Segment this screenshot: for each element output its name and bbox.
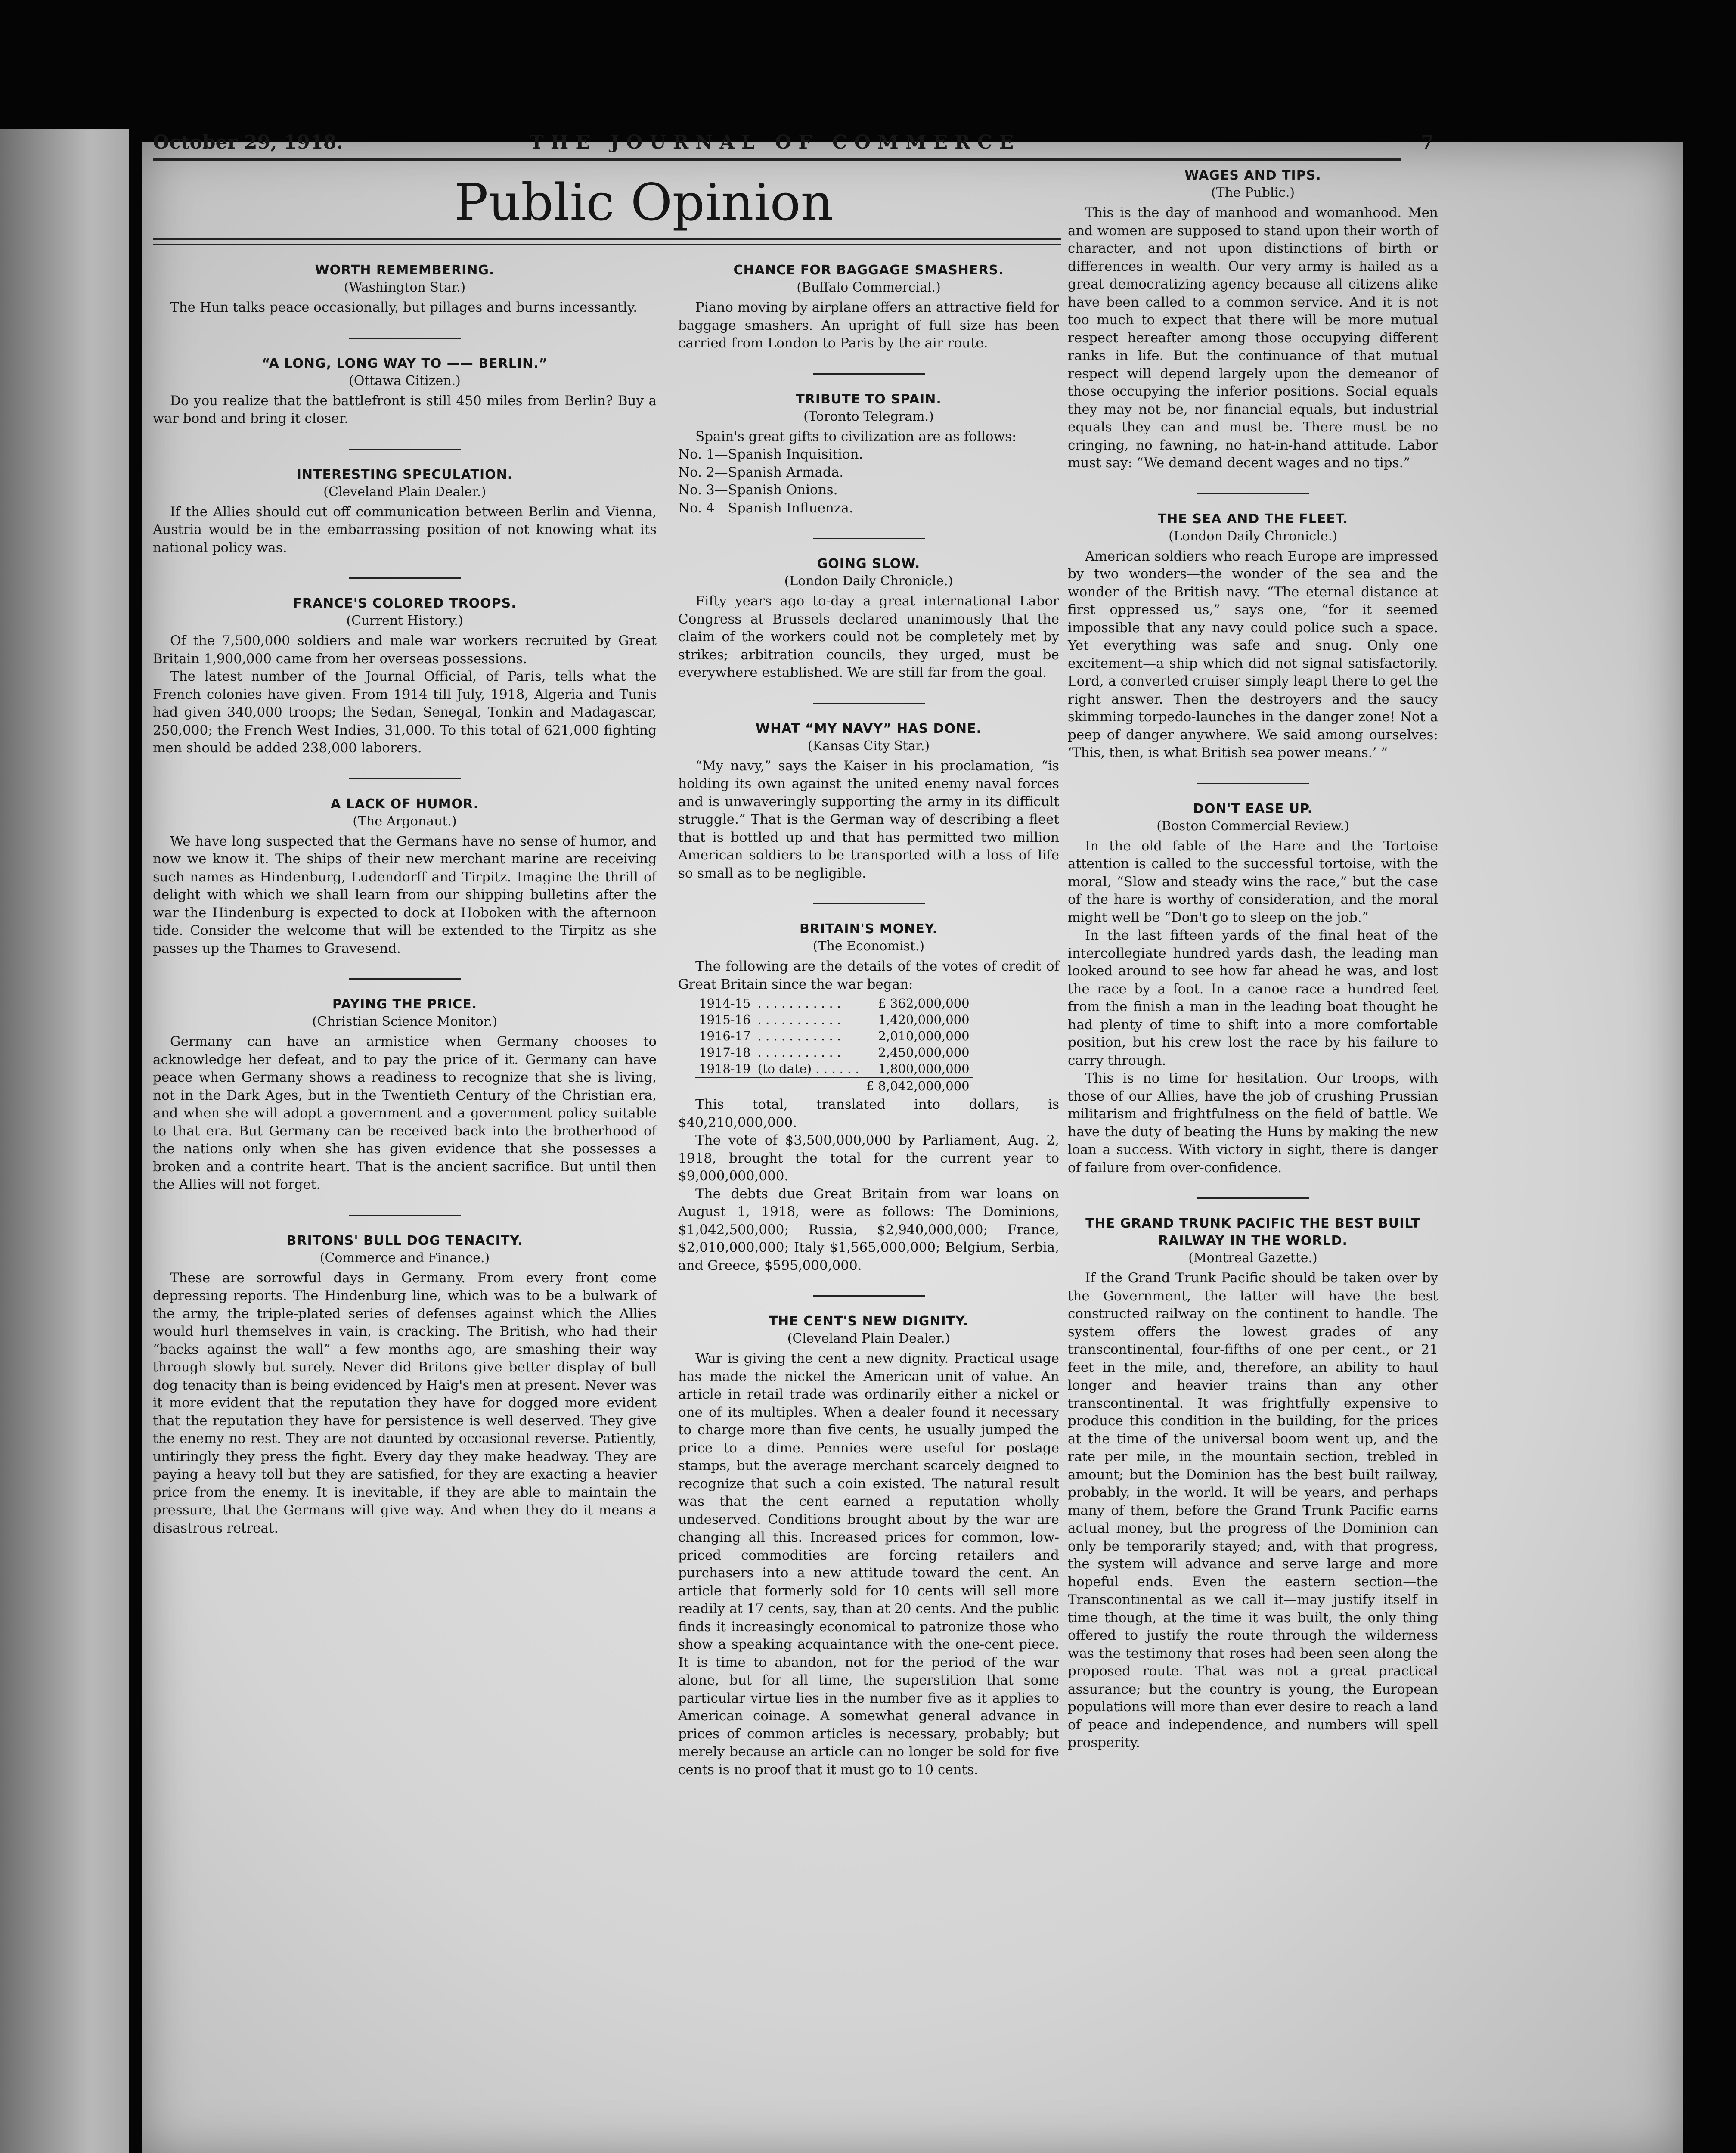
article-title: INTERESTING SPECULATION. xyxy=(296,467,513,482)
article-paragraph: If the Grand Trunk Pacific should be taken over by the Government, the latter will have the best constructed railway on the continent to handle. The system offers the lowest grades of any transcontinental, four-fifths of one per cent., or 21 feet in the mile, and, therefore, an ability to haul longer and heavier trains than any other transcontinental. It was frightfully expensive to produce this condition in the building, for the prices at the time of the universal boom went up, and the rate per mile, in the mountain section, trebled in amount; but the Dominion has the best built railway, probably, in the world. It will be years, and perhaps many of them, before the Grand Trunk Pacific earns actual money, but the progress of the Dominion can only be temporarily stayed; and, with that progress, the system will advance and serve large and more hopeful ends. Even the eastern section—the Transcontinental as we call it—may justify itself in time though, at the time it was built, the only thing offered to justify the route through the wilderness was the testimony that roses had been seen along the proposed route. That was not a great practical assurance; but the country is young, the European populations will more than ever desire to reach a land of peace and independence, and numbers will spell prosperity. xyxy=(1068,1270,1438,1750)
header-date: October 29, 1918. xyxy=(153,131,343,153)
article-paragraph: In the last fifteen yards of the final heat of the intercollegiate hundred yards dash, the leading man looked around to see how far ahead he was, and lost the race by a foot. In a canoe race a hundred feet from the finish a man in the leading boat thought he had plenty of time to shift into a more comfortable position, but his crew lost the race by his failure to carry through. xyxy=(1068,928,1438,1068)
total-amount: £ 8,042,000,000 xyxy=(863,1077,973,1094)
column-2 xyxy=(678,254,1059,1787)
article-title: BRITAIN'S MONEY. xyxy=(799,921,938,937)
article-paragraph: The debts due Great Britain from war loans on August 1, 1918, were as follows: The Dominions, $1,042,500,000; Russia, $2,940,000,000; France, $2,010,000,000; Italy $1,565,000,000; Belgium, Serbia, and Greece, $595,000,000. xyxy=(678,1186,1059,1273)
article-separator xyxy=(349,778,461,779)
article-paragraph: Germany can have an armistice when Germany chooses to acknowledge her defeat, and to pay the price of it. Germany can have peace when Germany shows a readiness to recognize that she is living, not in the Dark Ages, but in the Twentieth Century of the Christian era, and when she will adopt a government and a government policy suitable to that era. But Germany can be received back into the brotherhood of the nations only when she has given evidence that she possesses a broken and a contrite heart. That is the ancient sacrifice. But until then the Allies will not forget. xyxy=(153,1034,657,1192)
article-paragraph: The latest number of the Journal Official, of Paris, tells what the French colonies have given. From 1914 till July, 1918, Algeria and Tunis had given 340,000 troops; the Sedan, Senegal, Tonkin and Madagascar, 250,000; the French West Indies, 31,000. To this total of 621,000 fighting men should be added 238,000 laborers. xyxy=(153,669,657,756)
article-paragraph: The following are the details of the votes of credit of Great Britain since the war began: xyxy=(678,959,1059,992)
amount-cell: £ 362,000,000 xyxy=(878,996,970,1011)
list-item: No. 4—Spanish Influenza. xyxy=(678,500,853,516)
article xyxy=(1068,800,1438,1177)
article-source: (London Daily Chronicle.) xyxy=(1169,528,1337,544)
article-source: (The Public.) xyxy=(1211,185,1295,200)
amount-cell: 1,420,000,000 xyxy=(878,1012,970,1027)
table-row xyxy=(695,1011,973,1028)
article xyxy=(153,595,657,757)
article-paragraph: If the Allies should cut off communication between Berlin and Vienna, Austria would be in the embarrassing position of not knowing what its national policy was. xyxy=(153,504,657,555)
article-source: (Ottawa Citizen.) xyxy=(349,373,461,388)
article-paragraph: Spain's great gifts to civilization are as follows: xyxy=(695,428,1017,444)
title-rule-thick xyxy=(153,238,1061,240)
article-paragraph: These are sorrowful days in Germany. From every front come depressing reports. The Hindenburg line, which was to be a bulwark of the army, the triple-plated series of defenses against which the Allies would hurl themselves in vain, is cracking. The British, who had their “backs against the wall” a few months ago, are smashing their way through slowly but surely. Never did Britons give better display of bull dog tenacity than is being evidenced by Haig's men at present. Never was it more evident that the reputation they have for dogged more evident that the reputation they have for persistence is well deserved. They give the enemy no rest. They are not daunted by occasional reverse. Patiently, untiringly they press the fight. Every day they make headway. They are paying a heavy toll but they are satisfied, for they are exacting a heavier price from the enemy. It is inevitable, if they are able to maintain the pressure, that the Germans will give way. And when they do it means a disastrous retreat. xyxy=(153,1270,657,1536)
article xyxy=(153,1232,657,1538)
year-cell: 1916-17 xyxy=(699,1029,751,1043)
year-cell: 1915-16 xyxy=(699,1012,751,1027)
article xyxy=(153,466,657,557)
article-separator xyxy=(349,978,461,980)
leader-cell: . . . . . . . . . . . xyxy=(757,1045,841,1060)
article-title: “A LONG, LONG WAY TO —— BERLIN.” xyxy=(261,356,548,371)
leader-cell: (to date) . . . . . . xyxy=(757,1061,859,1076)
title-rule-thin xyxy=(153,244,1061,245)
article-paragraph: In the old fable of the Hare and the Tortoise attention is called to the successful tortoise, with the moral, “Slow and steady wins the race,” but the case of the hare is worthy of consideration, and the moral might well be “Don't go to sleep on the job.” xyxy=(1068,838,1438,925)
article-separator xyxy=(1197,783,1309,784)
article xyxy=(678,391,1059,518)
article-separator xyxy=(1197,1197,1309,1199)
total-row xyxy=(695,1077,973,1094)
article-separator xyxy=(813,903,925,904)
article-paragraph: This total, translated into dollars, is $40,210,000,000. xyxy=(678,1097,1059,1130)
article xyxy=(1068,511,1438,762)
table-row xyxy=(695,995,973,1011)
adjacent-page-edge xyxy=(0,129,129,2153)
article-title: THE GRAND TRUNK PACIFIC THE BEST BUILT RAILWAY IN THE WORLD. xyxy=(1085,1216,1420,1248)
article-source: (Christian Science Monitor.) xyxy=(312,1014,497,1029)
article xyxy=(1068,167,1438,472)
article-title: DON'T EASE UP. xyxy=(1193,801,1313,816)
amount-cell: 2,010,000,000 xyxy=(878,1029,970,1043)
list-item: No. 3—Spanish Onions. xyxy=(678,482,838,498)
article-title: WAGES AND TIPS. xyxy=(1184,168,1321,183)
article-source: (Kansas City Star.) xyxy=(807,738,930,754)
article-title: TRIBUTE TO SPAIN. xyxy=(796,391,942,407)
table-row xyxy=(695,1044,973,1061)
year-cell: 1914-15 xyxy=(699,996,751,1011)
leader-cell: . . . . . . . . . . . xyxy=(757,1029,841,1043)
article-paragraph: American soldiers who reach Europe are impressed by two wonders—the wonder of the sea and the wonder of the British navy. “The eternal distance at first oppressed us,” says one, “for it seemed impossible that any navy could police such a space. Yet everything was safe and snug. Only one excitement—a ship which did not signal satisfactorily. Lord, a converted cruiser simply leapt there to get the right answer. Then the destroyers and the saucy skimming torpedo-launches in the danger zone! Not a peep of danger anywhere. We said among ourselves: ‘This, then, is what British sea power means.’ ” xyxy=(1068,548,1438,760)
leader-cell xyxy=(754,1077,863,1094)
table-row xyxy=(695,1028,973,1044)
leader-cell: . . . . . . . . . . . xyxy=(757,996,841,1011)
article-title: WORTH REMEMBERING. xyxy=(315,263,495,278)
article-paragraph: The vote of $3,500,000,000 by Parliament, Aug. 2, 1918, brought the total for the current year to $9,000,000,000. xyxy=(678,1132,1059,1184)
year-cell: 1917-18 xyxy=(699,1045,751,1060)
article xyxy=(678,720,1059,883)
header-journal-name: THE JOURNAL OF COMMERCE xyxy=(530,131,1021,153)
year-cell xyxy=(695,1077,754,1094)
article-source: (Commerce and Finance.) xyxy=(319,1250,490,1266)
article-paragraph: The Hun talks peace occasionally, but pillages and burns incessantly. xyxy=(170,300,638,315)
article-source: (Cleveland Plain Dealer.) xyxy=(787,1331,950,1346)
article-separator xyxy=(349,1215,461,1216)
amount-cell: 2,450,000,000 xyxy=(878,1045,970,1060)
article-paragraph: This is no time for hesitation. Our troops, with those of our Allies, have the job of crushing Prussian militarism and frightfulness on the field of battle. We have the duty of beating the Huns by making the new loan a success. With victory in sight, there is danger of failure from over-confidence. xyxy=(1068,1070,1438,1176)
article xyxy=(678,921,1059,1275)
article-title: THE CENT'S NEW DIGNITY. xyxy=(769,1314,969,1329)
article-source: (Current History.) xyxy=(346,613,463,628)
article-paragraph: We have long suspected that the Germans have no sense of humor, and now we know it. The ships of their new merchant marine are receiving such names as Hindenburg, Ludendorff and Tirpitz. Imagine the thrill of delight with which we shall learn from our shipping bulletins after the war the Hindenburg is expected to dock at Hoboken with the afternoon tide. Consider the welcome that will be extended to the Tirpitz as she passes up the Thames to Gravesend. xyxy=(153,833,657,956)
article-title: PAYING THE PRICE. xyxy=(332,997,477,1012)
article-source: (Toronto Telegram.) xyxy=(803,409,934,424)
article-separator xyxy=(1197,493,1309,494)
article-title: BRITONS' BULL DOG TENACITY. xyxy=(286,1233,523,1248)
column-1 xyxy=(153,254,657,1546)
header-page-number: 7 xyxy=(1421,131,1434,153)
article-title: THE SEA AND THE FLEET. xyxy=(1157,511,1348,527)
article-title: A LACK OF HUMOR. xyxy=(330,796,479,812)
article-source: (Boston Commercial Review.) xyxy=(1156,818,1349,834)
article-source: (The Economist.) xyxy=(812,939,925,954)
article xyxy=(153,996,657,1194)
article xyxy=(678,262,1059,353)
article-title: CHANCE FOR BAGGAGE SMASHERS. xyxy=(733,263,1004,278)
amount-cell: 1,800,000,000 xyxy=(878,1061,970,1076)
article xyxy=(153,796,657,958)
article-separator xyxy=(813,1295,925,1297)
article-separator xyxy=(813,703,925,704)
article xyxy=(678,1313,1059,1779)
article-paragraph: War is giving the cent a new dignity. Practical usage has made the nickel the American unit of value. An article in retail trade was ordinarily either a nickel or one of its multiples. When a dealer found it necessary to charge more than five cents, he usually jumped the price to a dime. Pennies were useful for postage stamps, but the average merchant scarcely deigned to recognize that such a coin existed. The natural result was that the cent earned a reputation wholly undeserved. Conditions brought about by the war are changing all this. Increased prices for common, low-priced commodities are forcing retailers and purchasers into a new attitude toward the cent. An article that formerly sold for 10 cents will sell more readily at 17 cents, say, than at 20 cents. And the public finds it increasingly economical to patronize those who show a speaking acquaintance with the one-cent piece. It is time to abandon, not for the period of the war alone, but for all time, the superstition that some particular virtue lies in the number five as it applies to American coinage. A somewhat general advance in prices of common articles is necessary, probably; but merely because an article can no longer be sold for five cents is no proof that it must go to 10 cents. xyxy=(678,1351,1059,1778)
article-source: (Buffalo Commercial.) xyxy=(797,280,941,295)
article-paragraph: “My navy,” says the Kaiser in his proclamation, “is holding its own against the united enemy naval forces and is unwaveringly supporting the army in its difficult struggle.” That is the German way of describing a fleet that is bottled up and that has permitted two million American soldiers to be transported with a loss of life so small as to be negligible. xyxy=(678,758,1059,881)
article-paragraph: Of the 7,500,000 soldiers and male war workers recruited by Great Britain 1,900,000 came from her overseas possessions. xyxy=(153,633,657,667)
article-source: (Cleveland Plain Dealer.) xyxy=(323,484,486,499)
page-title: Public Opinion xyxy=(454,173,834,232)
article-paragraph: Piano moving by airplane offers an attractive field for baggage smashers. An upright of full size has been carried from London to Paris by the air route. xyxy=(678,300,1059,351)
article-title: GOING SLOW. xyxy=(817,556,921,571)
list-item: No. 1—Spanish Inquisition. xyxy=(678,447,863,462)
article-paragraph: Do you realize that the battlefront is still 450 miles from Berlin? Buy a war bond and bring it closer. xyxy=(153,393,657,426)
article-paragraph: Fifty years ago to-day a great international Labor Congress at Brussels declared unanimously that the claim of the workers could not be completely met by strikes; arbitration councils, they urged, must be everywhere established. We are still far from the goal. xyxy=(678,593,1059,680)
article-separator xyxy=(349,577,461,579)
article-paragraph: This is the day of manhood and womanhood. Men and women are supposed to stand upon their worth of character, and not upon distinctions of birth or differences in wealth. Our very army is hailed as a great democratizing agency because all citizens alike have been called to a common service. And it is not too much to expect that there will be more mutual respect hereafter among those occupying different ranks in life. But the continuance of that mutual respect will depend largely upon the demeanor of those occupying the inferior positions. Social equals they may not be, nor financial equals, but industrial equals they can and must be. There must be no cringing, no fawning, no hat-in-hand attitude. Labor must say: “We demand decent wages and no tips.” xyxy=(1068,205,1438,471)
article xyxy=(1068,1215,1438,1752)
article-source: (Washington Star.) xyxy=(344,280,466,295)
article-title: FRANCE'S COLORED TROOPS. xyxy=(293,596,517,611)
article-source: (Montreal Gazette.) xyxy=(1188,1250,1318,1266)
leader-cell: . . . . . . . . . . . xyxy=(757,1012,841,1027)
article xyxy=(153,262,657,317)
article-source: (London Daily Chronicle.) xyxy=(784,574,953,589)
article-separator xyxy=(813,538,925,539)
article-separator xyxy=(349,338,461,339)
column-3 xyxy=(1068,159,1438,1761)
article-source: (The Argonaut.) xyxy=(353,813,457,829)
article-title: WHAT “MY NAVY” HAS DONE. xyxy=(756,721,982,736)
credit-votes-table xyxy=(695,995,973,1094)
article xyxy=(678,555,1059,682)
article-separator xyxy=(349,449,461,450)
year-cell: 1918-19 xyxy=(699,1061,751,1076)
list-item: No. 2—Spanish Armada. xyxy=(678,464,844,480)
table-row xyxy=(695,1061,973,1077)
article-separator xyxy=(813,373,925,375)
article xyxy=(153,355,657,428)
